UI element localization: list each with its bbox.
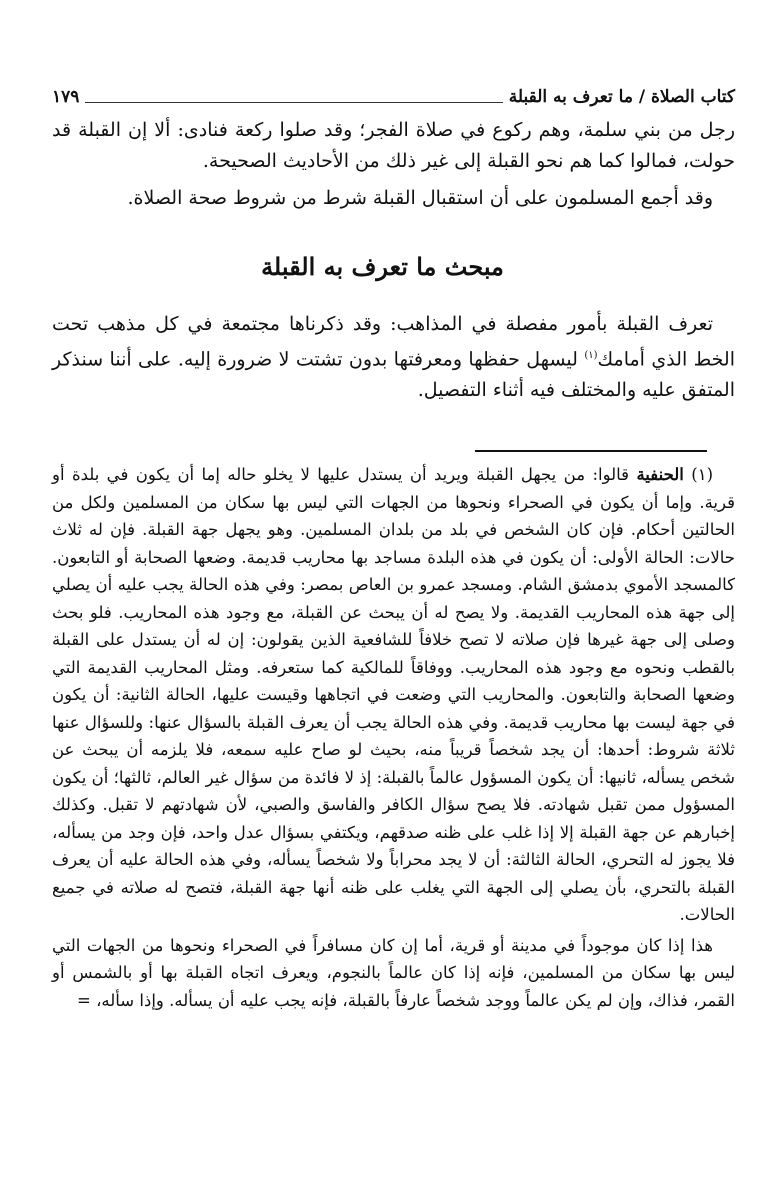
main-text-top xyxy=(52,115,735,214)
footnote-marker: (١) xyxy=(691,465,713,484)
footnote-text: قالوا: من يجهل القبلة ويريد أن يستدل عليها لا يخلو حاله إما أن يكون في بلدة أو قرية. وإما أن يكون في الصحراء ونحوها من الجهات التي ليس بها سكان من المسلمين ولكل من الحالتين أحكام. فإن كان الشخص في بلد من بلدان المسلمين. وهو يجهل جهة القبلة. فإن له ثلاث حالات: الحالة الأولى: أن يكون في هذه البلدة مساجد بها محاريب قديمة. وضعها الصحابة أو التابعون. كالمسجد الأموي بدمشق الشام. ومسجد عمرو بن العاص بمصر: وفي هذه الحالة يجب عليه أن يصلي إلى جهة هذه المحاريب القديمة. ولا يصح له أن يبحث عن القبلة، مع وجود هذه المحاريب. فلو بحث وصلى إلى جهة غيرها فإن صلاته لا تصح خلافاً للشافعية الذين يقولون: إن له أن يستدل على القبلة بالقطب ونحوه مع وجود هذه المحاريب. ووفاقاً للمالكية كما ستعرفه. ومثل المحاريب القديمة التي وضعها الصحابة والتابعون. والمحاريب التي وضعت في اتجاهها وقيست عليها، الحالة الثانية: أن يكون في جهة ليست بها محاريب قديمة. وفي هذه الحالة يجب أن يعرف القبلة بالسؤال عنها: وللسؤال عنها ثلاثة شروط: أحدها: أن يجد شخصاً قريباً منه، بحيث لو صاح عليه سمعه، فلا يلزمه أن يبحث عن شخص يسأله، ثانيها: أن يكون المسؤول عالماً بالقبلة: إذ لا فائدة من سؤال غير العالم، ثالثها؛ أن يكون المسؤول ممن تقبل شهادته. فلا يصح سؤال الكافر والفاسق والصبي، لأن شهادتهم لا تقبل. وكذلك إخبارهم عن جهة القبلة إلا إذا غلب على ظنه صدقهم، ويكتفي بسؤال عدل واحد، فإن وجد من يسأله، فلا يجوز له التحري، الحالة الثالثة: أن لا يجد محراباً ولا شخصاً يسأله، وفي هذه الحالة عليه أن يعرف القبلة بالتحري، بأن يصلي إلى الجهة التي يغلب على ظنه أنها جهة القبلة، فتصح له صلاته في جميع الحالات. xyxy=(52,465,735,924)
section-heading: مبحث ما تعرف به القبلة xyxy=(261,252,504,281)
footnotes xyxy=(52,461,735,1014)
intro-text-continued: ليسهل حفظها ومعرفتها بدون تشتت لا ضرورة إليه. على أننا سنذكر المتفق عليه والمختلف فيه أثناء التفصيل. xyxy=(52,348,735,402)
footnote-reference[interactable]: (١) xyxy=(584,350,598,361)
intro-text: تعرف القبلة بأمور مفصلة في المذاهب: وقد ذكرناها مجتمعة في كل مذهب تحت الخط الذي أمامك xyxy=(52,313,736,371)
footnote-1-paragraph-2: هذا إذا كان موجوداً في مدينة أو قرية، أما إن كان مسافراً في الصحراء ونحوها من الجهات التي ليس بها سكان من المسلمين، فإنه إذا كان عالماً بالنجوم، ويعرف اتجاه القبلة بها أو بالشمس أو القمر، فذاك، وإن لم يكن عالماً ووجد شخصاً عارفاً بالقبلة، فإنه يجب عليه أن يسأله. وإذا سأله، = xyxy=(52,935,735,1010)
footnote-1 xyxy=(52,461,735,929)
continuation-paragraph: رجل من بني سلمة، وهم ركوع في صلاة الفجر؛ وقد صلوا ركعة فنادى: ألا إن القبلة قد حولت، فمالوا كما هم نحو القبلة إلى غير ذلك من الأحاديث الصحيحة. xyxy=(52,119,735,172)
main-text-intro xyxy=(52,309,735,406)
footnote-school: الحنفية xyxy=(636,465,684,484)
header-rule xyxy=(85,92,502,103)
page-number: ١٧٩ xyxy=(52,87,80,107)
intro-paragraph xyxy=(52,309,735,406)
chapter-title: كتاب الصلاة / ما تعرف به القبلة xyxy=(508,87,735,107)
footnote-separator xyxy=(475,450,707,452)
running-header xyxy=(52,85,735,109)
consensus-paragraph: وقد أجمع المسلمون على أن استقبال القبلة شرط من شروط صحة الصلاة. xyxy=(127,187,713,209)
